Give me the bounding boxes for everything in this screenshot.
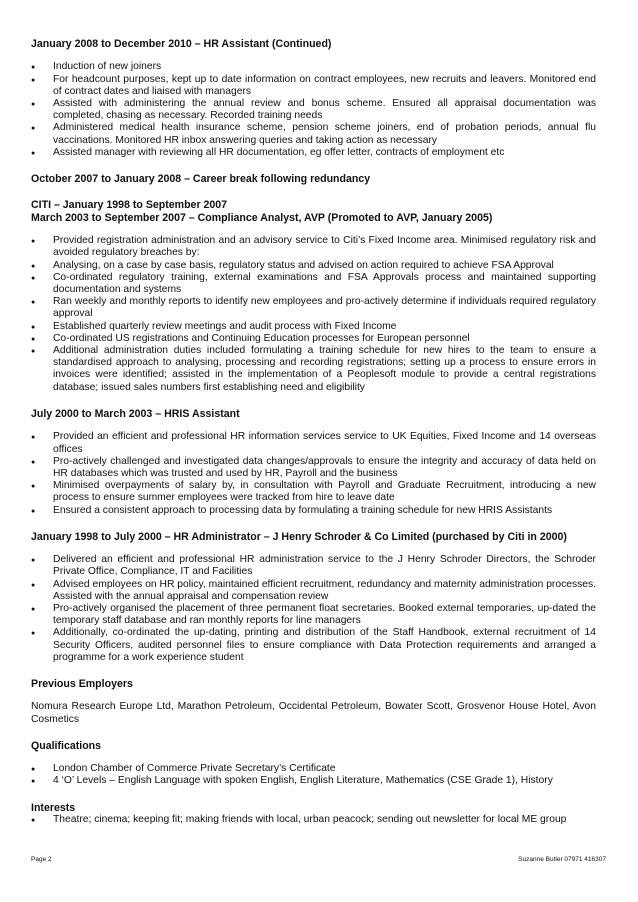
list-item: ● Theatre; cinema; keeping fit; making friends with local, urban peacock; sending out newsletter for local ME group (31, 814, 596, 826)
section-heading-hr-administrator: January 1998 to July 2000 – HR Administrator – J Henry Schroder & Co Limited (purchased by Citi in 2000) (31, 530, 567, 543)
hr-assistant-list (31, 61, 596, 159)
cv-page (31, 38, 596, 826)
list-item: ● London Chamber of Commerce Private Secretary’s Certificate (31, 763, 596, 775)
list-item: ● Ran weekly and monthly reports to identify new employees and pro-actively determine if individuals required regulatory approval (31, 296, 596, 320)
page-footer (31, 856, 606, 863)
previous-employers-text: Nomura Research Europe Ltd, Marathon Petroleum, Occidental Petroleum, Bowater Scott, Grosvenor House Hotel, Avon Cosmetics (31, 701, 596, 725)
section-heading-qualifications: Qualifications (31, 739, 102, 752)
list-item: ● 4 ‘O’ Levels – English Language with spoken English, English Literature, Mathematics (CSE Grade 1), History (31, 775, 596, 787)
list-item: ● Established quarterly review meetings and audit process with Fixed Income (31, 321, 596, 333)
list-item: ● Advised employees on HR policy, maintained efficient recruitment, redundancy and maternity administration processes. Assisted with the annual appraisal and compensation review (31, 579, 596, 603)
page-number: Page 2 (31, 856, 52, 863)
section-heading-career-break: October 2007 to January 2008 – Career break following redundancy (31, 173, 371, 186)
list-item: ● Pro-actively organised the placement of three permanent float secretaries. Booked external temporaries, up-dated the temporary staff database and ran monthly reports for line managers (31, 603, 596, 627)
list-item: ● Provided registration administration and an advisory service to Citi’s Fixed Income area. Minimised regulatory risk and avoided regulatory breaches by: (31, 235, 596, 259)
hris-assistant-list (31, 431, 596, 516)
list-item: ● For headcount purposes, kept up to date information on contract employees, new recruits and leavers. Monitored end of contract dates and liaised with managers (31, 74, 596, 98)
list-item: ● Assisted manager with reviewing all HR documentation, eg offer letter, contracts of employment etc (31, 147, 596, 159)
compliance-analyst-list (31, 235, 596, 394)
section-heading-hris-assistant: July 2000 to March 2003 – HRIS Assistant (31, 407, 240, 420)
list-item: ● Analysing, on a case by case basis, regulatory status and advised on action required to achieve FSA Approval (31, 260, 596, 272)
section-heading-interests: Interests (31, 801, 76, 814)
list-item: ● Additional administration duties included formulating a training schedule for new hires to the team to ensure a standardised approach to analysing, processing and recording registrations; setting up a process to ensure errors in invoices were identified; assisted in the implementation of a Peoplesoft module to provide a central registrations database; issued sales numbers first establishing need and eligibility (31, 345, 596, 394)
section-heading-previous-employers: Previous Employers (31, 677, 133, 690)
list-item: ● Induction of new joiners (31, 61, 596, 73)
list-item: ● Co-ordinated regulatory training, external examinations and FSA Approvals process and maintained supporting documentation and systems (31, 272, 596, 296)
hr-administrator-list (31, 554, 596, 664)
list-item: ● Delivered an efficient and professional HR administration service to the J Henry Schroder Directors, the Schroder Private Office, Compliance, IT and Facilities (31, 554, 596, 578)
list-item: ● Additionally, co-ordinated the up-dating, printing and distribution of the Staff Handbook, external recruitment of 14 Security Officers, audited personnel files to ensure compliance with Data Protection requirements and arranged a programme for a work experience student (31, 627, 596, 664)
list-item: ● Co-ordinated US registrations and Continuing Education processes for European personnel (31, 333, 596, 345)
interests-list (31, 814, 596, 826)
list-item: ● Provided an efficient and professional HR information services service to UK Equities, Fixed Income and 14 overseas offices (31, 431, 596, 455)
list-item: ● Administered medical health insurance scheme, pension scheme joiners, end of probation periods, annual flu vaccinations. Monitored HR inbox answering queries and taking action as necessary (31, 122, 596, 146)
section-heading-citi: CITI – January 1998 to September 2007 (31, 199, 228, 212)
list-item: ● Assisted with administering the annual review and bonus scheme. Ensured all appraisal documentation was completed, chasing as necessary. Recorded training needs (31, 98, 596, 122)
list-item: ● Pro-actively challenged and investigated data changes/approvals to ensure the integrity and accuracy of data held on HR databases which was trusted and used by HR, Payroll and the business (31, 456, 596, 480)
section-heading-compliance-analyst: March 2003 to September 2007 – Compliance Analyst, AVP (Promoted to AVP, January 2005) (31, 211, 493, 224)
section-heading-hr-assistant: January 2008 to December 2010 – HR Assistant (Continued) (31, 38, 332, 50)
list-item: ● Minimised overpayments of salary by, in consultation with Payroll and Graduate Recruitment, introducing a new process to ensure summer employees were tracked from hire to leave date (31, 480, 596, 504)
footer-contact: Suzanne Butler 07971 416307 (518, 856, 606, 863)
list-item: ● Ensured a consistent approach to processing data by formulating a training schedule for new HRIS Assistants (31, 505, 596, 517)
qualifications-list (31, 763, 596, 787)
